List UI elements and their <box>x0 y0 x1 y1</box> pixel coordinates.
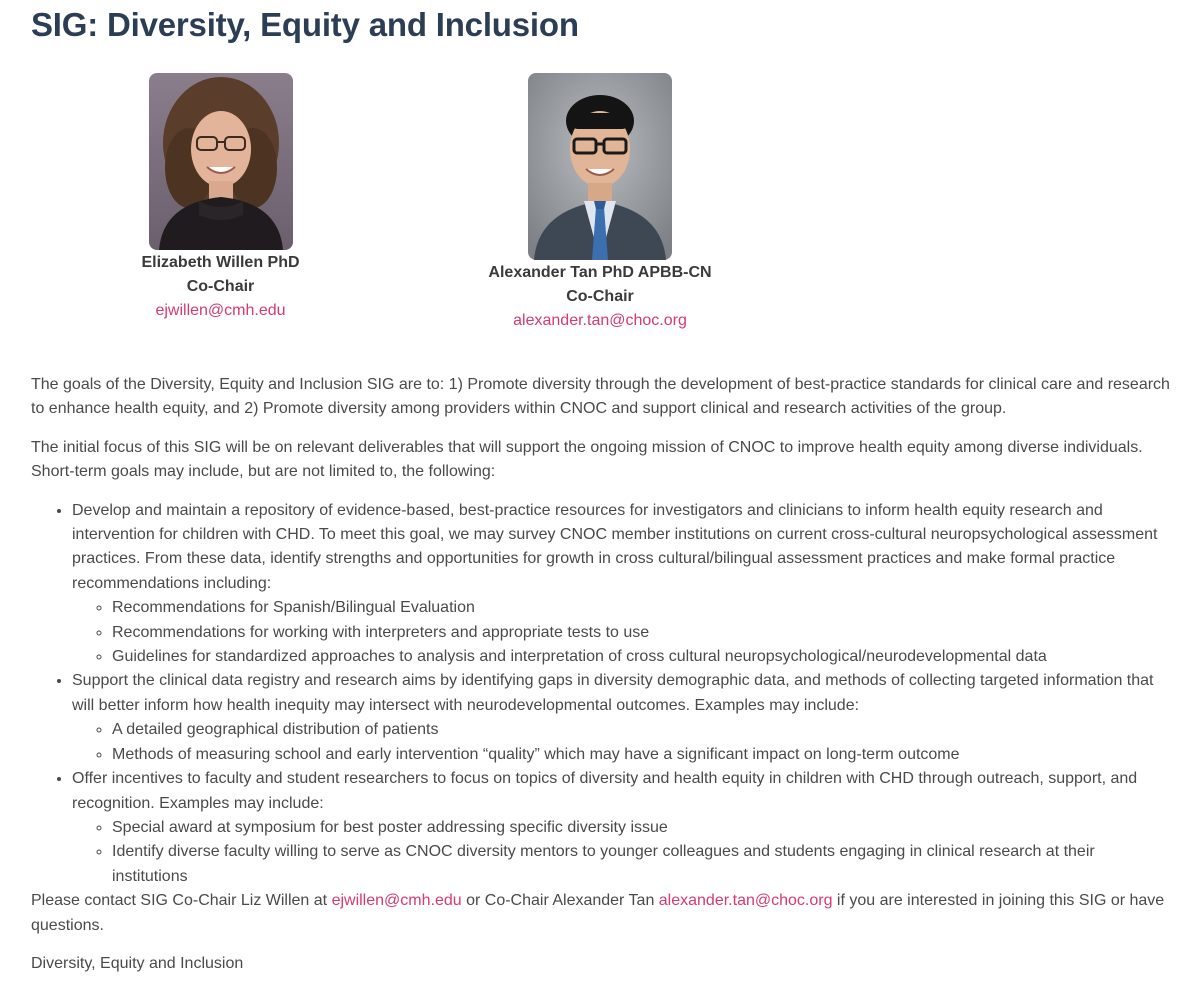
photo-alexander-tan <box>528 73 672 260</box>
goal-sublist <box>72 596 1171 669</box>
goals-list <box>31 499 1171 890</box>
chair-role: Co-Chair <box>566 288 634 305</box>
photo-elizabeth-willen <box>149 73 293 250</box>
page-title: SIG: Diversity, Equity and Inclusion <box>31 6 579 43</box>
intro-paragraph: The goals of the Diversity, Equity and Inclusion SIG are to: 1) Promote diversity through the development of best-practice standards for clinical care and research to enhance health equity, and 2) Promote diversity among providers within CNOC and support clinical and research activities of the group. <box>31 376 1170 418</box>
co-chairs-section <box>0 73 1200 343</box>
goal-text: Offer incentives to faculty and student researchers to focus on topics of diversity and health equity in children with CHD through outreach, support, and recognition. Examples may include: <box>72 770 1138 812</box>
contact-email-willen-link[interactable]: ejwillen@cmh.edu <box>331 892 462 910</box>
goal-subitem: ◦ Guidelines for standardized approaches to analysis and interpretation of cross cultural neuropsychological/neurodevelopmental data <box>112 645 1171 669</box>
goal-item <box>72 767 1171 889</box>
contact-text: if you are interested in joining this SIG or have questions. <box>31 892 1165 934</box>
goal-subitem: ◦ Recommendations for Spanish/Bilingual Evaluation <box>112 596 1171 620</box>
goal-subitem: ◦ A detailed geographical distribution of patients <box>112 718 1171 742</box>
chair-name: Elizabeth Willen PhD <box>141 254 300 271</box>
goal-sublist <box>72 718 1171 767</box>
chair-email-link[interactable]: alexander.tan@choc.org <box>513 312 687 329</box>
chair-card-willen <box>130 73 311 323</box>
chair-role: Co-Chair <box>186 278 255 295</box>
goal-subitem: ◦ Identify diverse faculty willing to serve as CNOC diversity mentors to younger colleagues and students engaging in clinical research at their institutions <box>112 840 1171 889</box>
chair-card-tan <box>485 73 715 333</box>
goal-text: Develop and maintain a repository of evidence-based, best-practice resources for investigators and clinicians to inform health equity research and intervention for children with CHD. To meet this goal, we may survey CNOC member institutions on current cross-cultural neuropsychological assessment practices. From these data, identify strengths and opportunities for growth in cross cultural/bilingual assessment practices and make formal practice recommendations including: <box>72 501 1158 592</box>
category-tag: Diversity, Equity and Inclusion <box>31 954 244 972</box>
sig-description <box>31 373 1171 976</box>
goal-item <box>72 499 1171 670</box>
goal-subitem: ◦ Methods of measuring school and early intervention “quality” which may have a significant impact on long-term outcome <box>112 743 1171 767</box>
goal-sublist <box>72 816 1171 889</box>
goal-item <box>72 669 1171 767</box>
chair-email-link[interactable]: ejwillen@cmh.edu <box>155 302 286 319</box>
goal-text: Support the clinical data registry and research aims by identifying gaps in diversity demographic data, and methods of collecting targeted information that will better inform how health inequity may intersect with neurodevelopmental outcomes. Examples may include: <box>72 672 1154 714</box>
intro-paragraph: The initial focus of this SIG will be on relevant deliverables that will support the ongoing mission of CNOC to improve health equity among diverse individuals. Short-term goals may include, but are not limited to, the following: <box>31 438 1143 481</box>
contact-text: or Co-Chair Alexander Tan <box>461 892 659 910</box>
contact-email-tan-link[interactable]: alexander.tan@choc.org <box>658 892 833 910</box>
contact-paragraph <box>31 889 1171 938</box>
goal-subitem: ◦ Recommendations for working with interpreters and appropriate tests to use <box>112 621 1171 645</box>
contact-text: Please contact SIG Co-Chair Liz Willen at <box>31 892 332 910</box>
goal-subitem: ◦ Special award at symposium for best poster addressing specific diversity issue <box>112 816 1171 840</box>
chair-name: Alexander Tan PhD APBB-CN <box>488 264 712 281</box>
